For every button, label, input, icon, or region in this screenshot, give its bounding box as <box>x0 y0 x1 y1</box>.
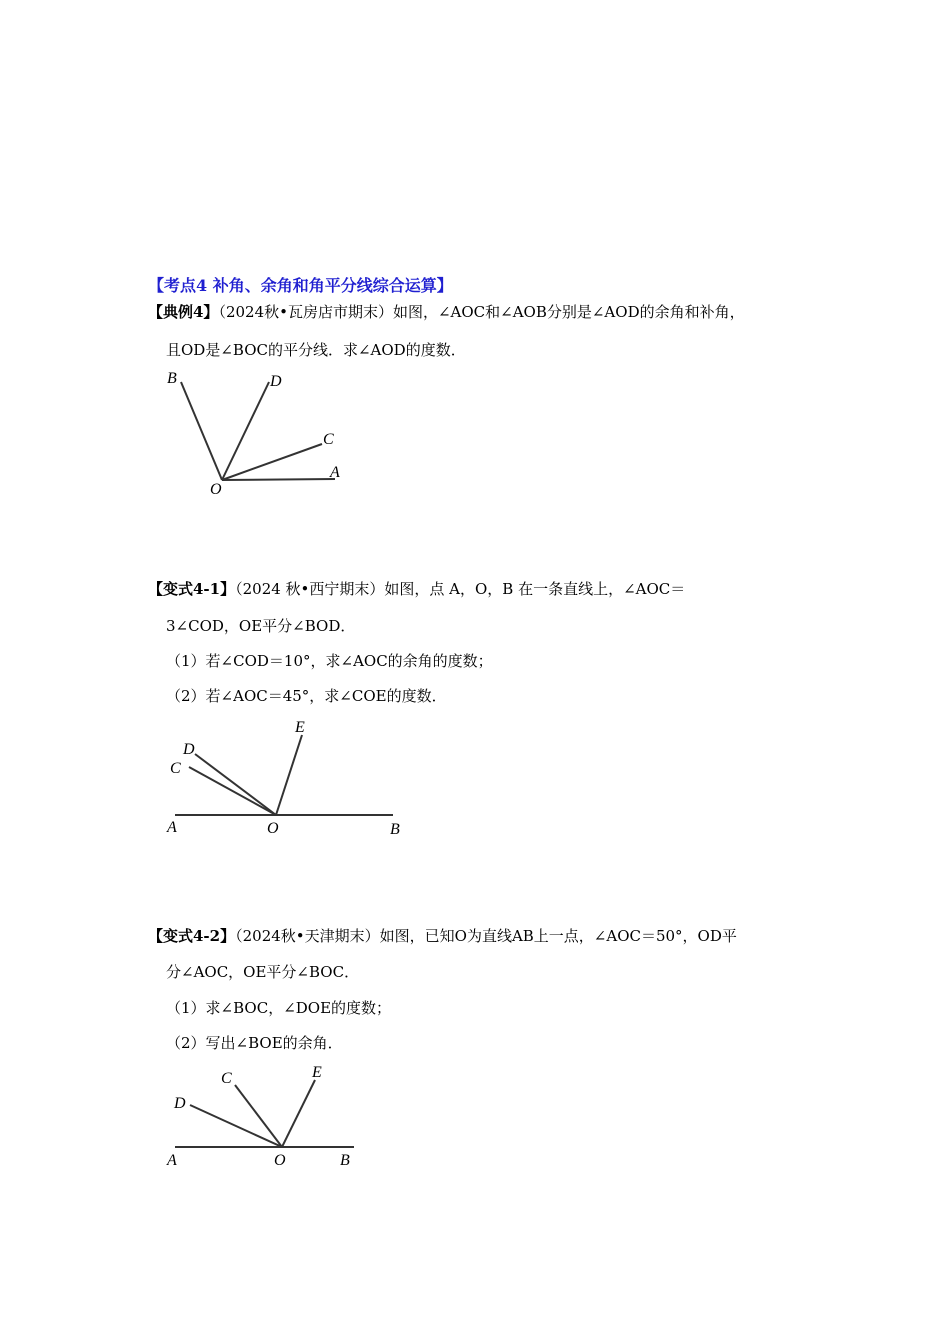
example-4-label: 【典例4】 <box>148 303 219 321</box>
label-c: C <box>170 760 181 777</box>
ray-oe <box>282 1080 315 1147</box>
ray-ob <box>181 382 222 480</box>
label-o: O <box>274 1152 286 1169</box>
label-b: B <box>390 821 400 838</box>
variant-4-2-question-2: （2）写出∠BOE的余角． <box>166 1034 343 1052</box>
variant-4-2-text-1: 如图，已知O为直线AB上一点，∠AOC＝50°，OD平 <box>379 927 737 945</box>
variant-4-2-source: （2024秋•天津期末） <box>235 927 380 945</box>
label-a: A <box>330 464 340 481</box>
variant-4-1-text-1: 如图，点 A，O，B 在一条直线上，∠AOC＝ <box>384 580 686 598</box>
variant-4-2-question-1: （1）求∠BOC，∠DOE的度数； <box>166 999 392 1017</box>
label-d: D <box>174 1095 186 1112</box>
label-o: O <box>210 481 222 498</box>
example-4-figure <box>160 365 360 500</box>
ray-oa <box>222 479 335 480</box>
ray-oc <box>189 767 276 815</box>
variant-4-1-label: 【变式4-1】 <box>148 580 236 598</box>
variant-4-1-line2: 3∠COD，OE平分∠BOD． <box>166 617 356 635</box>
variant-4-1-question-1: （1）若∠COD＝10°，求∠AOC的余角的度数； <box>166 652 493 670</box>
ray-oe <box>276 735 302 815</box>
example-4-line1 <box>148 302 745 322</box>
variant-4-1-source: （2024 秋•西宁期末） <box>235 580 385 598</box>
variant-4-1-question-2: （2）若∠AOC＝45°，求∠COE的度数． <box>166 687 447 705</box>
label-e: E <box>312 1064 322 1081</box>
label-b: B <box>167 370 177 387</box>
variant-4-2-figure <box>160 1058 370 1173</box>
label-e: E <box>295 719 305 736</box>
example-4-line2: 且OD是∠BOC的平分线．求∠AOD的度数． <box>166 341 466 359</box>
label-a: A <box>167 1152 177 1169</box>
variant-4-1-line1 <box>148 579 685 599</box>
label-b: B <box>340 1152 350 1169</box>
label-o: O <box>267 820 279 837</box>
variant-4-2-label: 【变式4-2】 <box>148 927 236 945</box>
label-c: C <box>221 1070 232 1087</box>
label-d: D <box>270 373 282 390</box>
section-heading: 【考点4 补角、余角和角平分线综合运算】 <box>148 276 453 295</box>
ray-od <box>190 1105 282 1147</box>
variant-4-2-line1 <box>148 926 737 946</box>
variant-4-1-figure <box>160 712 410 842</box>
variant-4-2-line2: 分∠AOC，OE平分∠BOC． <box>166 963 360 981</box>
ray-oc <box>235 1085 282 1147</box>
label-d: D <box>183 741 195 758</box>
label-c: C <box>323 431 334 448</box>
ray-od <box>195 754 276 815</box>
example-4-source: （2024秋•瓦房店市期末） <box>218 303 393 321</box>
example-4-text-1: 如图，∠AOC和∠AOB分别是∠AOD的余角和补角， <box>392 303 745 321</box>
label-a: A <box>167 819 177 836</box>
